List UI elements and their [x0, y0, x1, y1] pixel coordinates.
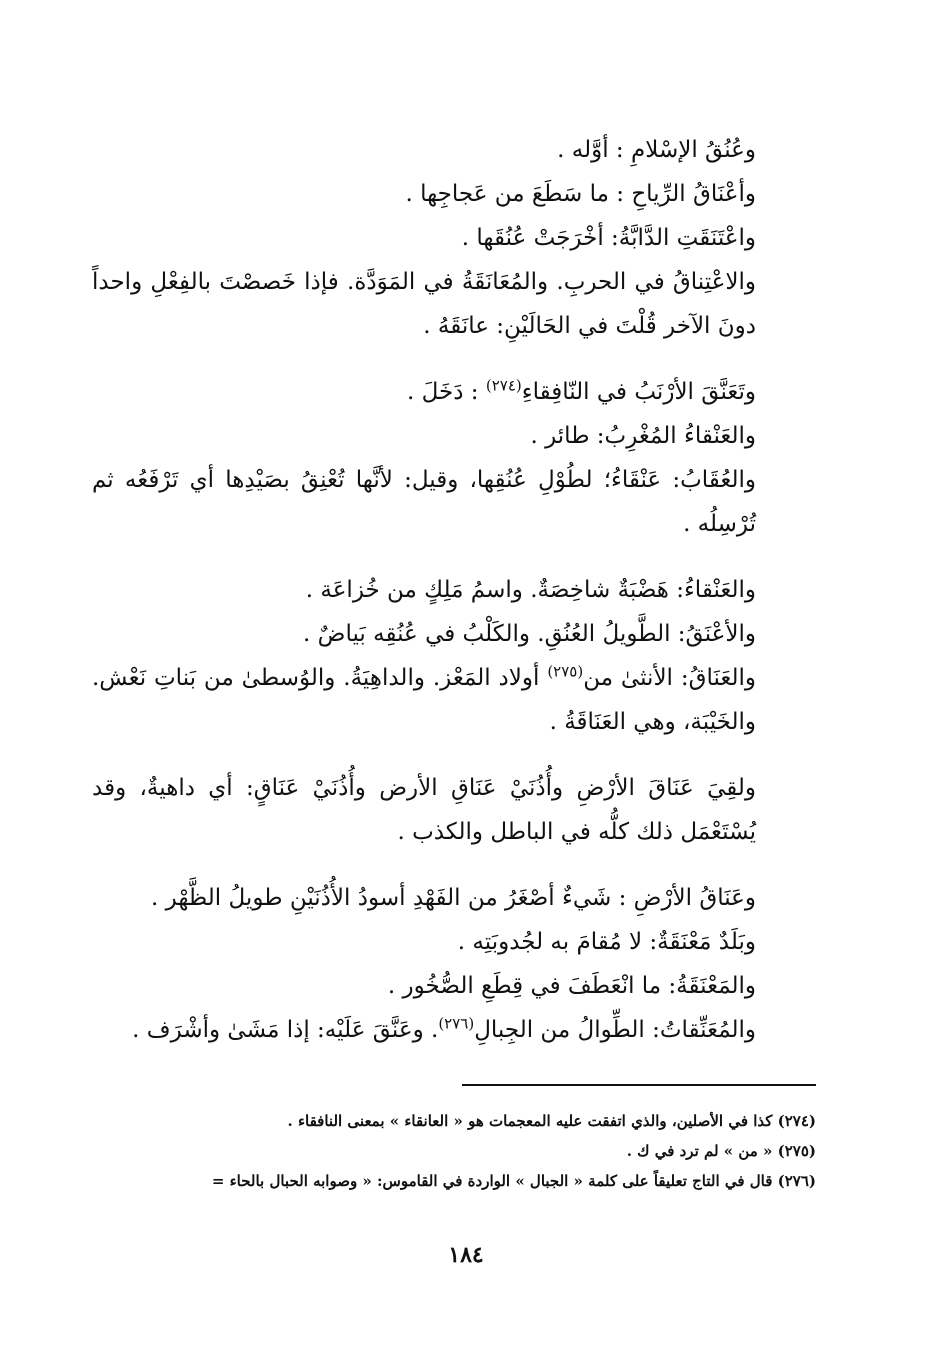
- entry-paragraph: والمَعْنَقَةُ: ما انْعَطَفَ في قِطَعِ الصُّخُور .: [387, 973, 756, 999]
- entry-paragraph: وعُنُقُ الإسْلامِ : أوَّله .: [557, 137, 756, 163]
- entry-paragraph: وبَلَدٌ مَعْنَقَةٌ: لا مُقامَ به لجُدوبَتِه .: [457, 929, 756, 955]
- entry-paragraph: والعُقَابُ: عَنْقَاءُ؛ لطُوْلِ عُنُقِها، وقيل: لأنَّها تُعْنِقُ بصَيْدِها أي تَرْفَعُه ثم تُرْسِلُه .: [92, 467, 756, 537]
- footnote: (٢٧٦) قال في التاج تعليقاً على كلمة « الجبال » الواردة في القاموس: « وصوابه الحبال بالحاء =: [211, 1172, 816, 1190]
- footnotes: [70, 1106, 816, 1196]
- entry-paragraph: والاعْتِناقُ في الحربِ. والمُعَانَقَةُ في المَوَدَّة. فإذا خَصصْتَ بالفِعْلِ واحداً دونَ الآخر قُلْتَ في الحَالَيْنِ: عانَقَهُ .: [92, 269, 756, 339]
- entry-paragraph: والعَنَاقُ: الأنثىٰ من$^{(٢٧٥)}$ أولاد المَعْز. والداهِيَةُ. والوُسطىٰ من بَناتِ نَعْش. والخَيْبَة، وهي العَنَاقَةُ .: [92, 662, 756, 735]
- entry-paragraph: وتَعَنَّقَ الأرْنَبُ في النّافِقاءِ$^{(٢٧٤)}$ : دَخَلَ .: [407, 376, 756, 405]
- footnote-reference: (٢٧٥): [547, 662, 584, 681]
- entry-paragraph: والعَنْقاءُ: هَضْبَةٌ شاخِصَةٌ. واسمُ مَلِكٍ من خُزاعَة .: [305, 577, 756, 603]
- footnote: (٢٧٤) كذا في الأصلين، والذي اتفقت عليه المعجمات هو « العانقاء » بمعنى النافقاء .: [287, 1112, 816, 1130]
- footnote-reference: (٢٧٤): [485, 376, 522, 395]
- entry-paragraph: ولقِيَ عَنَاقَ الأرْضِ وأُذُنَيْ عَنَاقِ الأرض وأُذُنَيْ عَنَاقٍ: أي داهيةٌ، وقد يُسْتَعْمَل ذلك كلُّه في الباطل والكذب .: [92, 775, 756, 845]
- entry-paragraph: والعَنْقاءُ المُغْرِبُ: طائر .: [530, 423, 756, 449]
- main-text: [92, 128, 816, 1052]
- footnote-reference: (٢٧٦): [438, 1014, 475, 1033]
- entry-paragraph: وأعْنَاقُ الرِّياحِ : ما سَطَعَ من عَجاجِها .: [405, 181, 756, 207]
- entry-paragraph: والأعْنَقُ: الطَّويلُ العُنُقِ. والكَلْبُ في عُنُقِه بَياضٌ .: [303, 621, 756, 647]
- entry-paragraph: واعْتَنَقَتِ الدَّابَّةُ: أخْرَجَتْ عُنُقَها .: [461, 225, 756, 251]
- footnote-divider: [462, 1084, 816, 1086]
- entry-paragraph: والمُعَنِّقاتُ: الطِّوالُ من الجِبالِ$^{(٢٧٦)}$. وعَنَّقَ عَلَيْه: إذا مَشَىٰ وأشْرَف .: [132, 1014, 756, 1043]
- footnote: (٢٧٥) « من » لم ترد في ك .: [626, 1142, 816, 1160]
- page-number: ١٨٤: [448, 1242, 484, 1268]
- entry-paragraph: وعَنَاقُ الأرْضِ : شَيءٌ أصْغَرُ من الفَهْدِ أسودُ الأُذُنَيْنِ طويلُ الظَّهْر .: [151, 885, 756, 911]
